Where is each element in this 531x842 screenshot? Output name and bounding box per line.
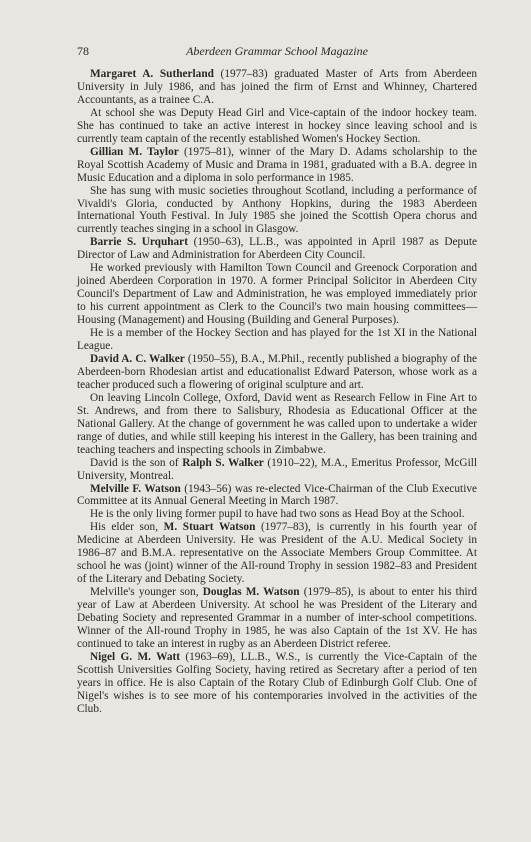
paragraph: He worked previously with Hamilton Town Council and Greenock Corporation and joined Aberdeen Corporation in 1970. A former Principal Solicitor in Aberdeen City Council's Department of Law and Administration, he was employed immediately prior to his current appointment as Clerk to the Council's two main housing committees—Housing (Management) and Housing (Building and General Purposes). [77,262,477,327]
article-body [77,68,477,716]
page-header [77,44,477,60]
paragraph: On leaving Lincoln College, Oxford, David went as Research Fellow in Fine Art to St. Andrews, and from there to Salisbury, Rhodesia as Educational Officer at the National Gallery. At the change of government he was called upon to undertake a wider range of duties, and while still keeping his interest in the Gallery, has been training and teaching teachers and inspecting schools in Zimbabwe. [77,391,477,456]
paragraph: David is the son of Ralph S. Walker (1910–22), M.A., Emeritus Professor, McGill University, Montreal. [77,456,477,482]
paragraph: His elder son, M. Stuart Watson (1977–83), is currently in his fourth year of Medicine at Aberdeen University. He was President of the A.U. Medical Society in 1986–87 and B.M.A. representative on the Associate Members Group Committee. At school he was (joint) winner of the All-round Trophy in session 1982–83 and President of the Literary and Debating Society. [77,521,477,586]
person-name: David A. C. Walker [90,352,185,365]
person-name: Douglas M. Watson [202,586,300,599]
page-number: 78 [77,44,89,58]
person-name: Gillian M. Taylor [90,145,179,158]
paragraph: Gillian M. Taylor (1975–81), winner of the Mary D. Adams scholarship to the Royal Scottish Academy of Music and Drama in 1981, graduated with a B.A. degree in Music Education and a diploma in solo performance in 1985. [77,145,477,184]
paragraph: He is the only living former pupil to have had two sons as Head Boy at the School. [90,508,465,521]
person-name: Nigel G. M. Watt [90,650,180,663]
person-name: Melville F. Watson [90,482,181,495]
paragraph: Nigel G. M. Watt (1963–69), LL.B., W.S., is currently the Vice-Captain of the Scottish Universities Golfing Society, having retired as Secretary after a period of ten years in office. He is also Captain of the Rotary Club of Edinburgh Golf Club. One of Nigel's wishes is to see more of his contemporaries involved in the activities of the Club. [77,650,478,715]
person-name: Barrie S. Urquhart [90,236,188,249]
person-name: M. Stuart Watson [163,521,256,534]
paragraph: David A. C. Walker (1950–55), B.A., M.Phil., recently published a biography of the Aberdeen-born Rhodesian artist and educationalist Edward Paterson, whose work as a teacher produced such a flowering of original sculpture and art. [77,352,477,391]
paragraph: Barrie S. Urquhart (1950–63), LL.B., was appointed in April 1987 as Depute Director of Law and Administration for Aberdeen City Council. [77,236,477,262]
person-name: Ralph S. Walker [182,456,264,469]
running-title: Aberdeen Grammar School Magazine [186,44,368,58]
paragraph: At school she was Deputy Head Girl and Vice-captain of the indoor hockey team. She has continued to take an active interest in hockey since leaving school and is currently team captain of the recently established Women's Hockey Section. [77,106,477,145]
paragraph: Melville F. Watson (1943–56) was re-elected Vice-Chairman of the Club Executive Committee at its Annual General Meeting in March 1987. [77,482,477,508]
paragraph: Margaret A. Sutherland (1977–83) graduated Master of Arts from Aberdeen University in July 1986, and has joined the firm of Ernst and Whinney, Chartered Accountants, as a trainee C.A. [77,68,477,106]
person-name: Margaret A. Sutherland [90,68,214,80]
paragraph: Melville's younger son, Douglas M. Watson (1979–85), is about to enter his third year of Law at Aberdeen University. At school he was President of the Literary and Debating Society and represented Grammar in a number of inter-school competitions. Winner of the All-round Trophy in 1985, he was also Captain of the 1st XV. He has continued to take an interest in rugby as an Aberdeen District referee. [77,586,478,650]
paragraph: She has sung with music societies throughout Scotland, including a performance of Vivaldi's Gloria, conducted by Anthony Hopkins, during the 1983 Aberdeen International Youth Festival. In July 1985 she joined the Scottish Opera chorus and currently teaches singing in a school in Glasgow. [77,184,477,236]
paragraph: He is a member of the Hockey Section and has played for the 1st XI in the National League. [77,327,477,353]
